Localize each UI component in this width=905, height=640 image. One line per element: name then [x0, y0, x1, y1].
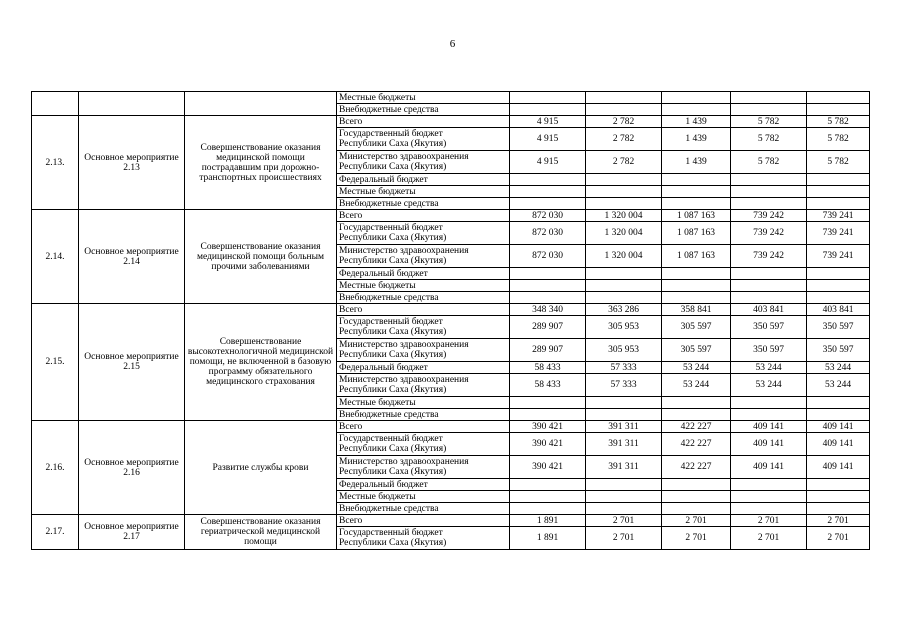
value-cell-3: 53 244 — [662, 362, 731, 374]
funding-source: Федеральный бюджет — [337, 479, 510, 491]
value-cell-2 — [586, 268, 662, 280]
value-cell-2: 2 701 — [586, 515, 662, 527]
funding-source: Внебюджетные средства — [337, 198, 510, 210]
value-cell-5 — [807, 280, 870, 292]
value-cell-3: 53 244 — [662, 374, 731, 397]
value-cell-2: 391 311 — [586, 456, 662, 479]
row-number-cell: 2.15. — [32, 304, 79, 421]
value-cell-5 — [807, 104, 870, 116]
value-cell-5 — [807, 503, 870, 515]
value-cell-1 — [510, 397, 586, 409]
funding-source: Всего — [337, 116, 510, 128]
value-cell-2 — [586, 409, 662, 421]
funding-source: Всего — [337, 515, 510, 527]
event-name-cell: Совершенствование оказания медицинской помощи пострадавшим при дорожно-транспортных происшествиях — [185, 116, 337, 210]
row-number-cell: 2.17. — [32, 515, 79, 550]
funding-source: Министерство здравоохранения Республики Саха (Якутия) — [337, 339, 510, 362]
value-cell-1: 289 907 — [510, 339, 586, 362]
value-cell-1 — [510, 174, 586, 186]
value-cell-5: 53 244 — [807, 374, 870, 397]
value-cell-1 — [510, 409, 586, 421]
funding-source: Министерство здравоохранения Республики Саха (Якутия) — [337, 151, 510, 174]
value-cell-1 — [510, 186, 586, 198]
funding-source: Министерство здравоохранения Республики Саха (Якутия) — [337, 245, 510, 268]
value-cell-4 — [731, 174, 807, 186]
value-cell-2 — [586, 198, 662, 210]
value-cell-2: 2 782 — [586, 116, 662, 128]
value-cell-3 — [662, 479, 731, 491]
funding-table — [31, 91, 870, 550]
value-cell-2 — [586, 92, 662, 104]
event-name-cell: Совершенствование оказания гериатрической медицинской помощи — [185, 515, 337, 550]
value-cell-4: 403 841 — [731, 304, 807, 316]
value-cell-5: 2 701 — [807, 515, 870, 527]
table-row — [32, 304, 870, 316]
value-cell-4 — [731, 186, 807, 198]
funding-source: Государственный бюджет Республики Саха (Якутия) — [337, 433, 510, 456]
value-cell-2: 1 320 004 — [586, 222, 662, 245]
value-cell-4: 53 244 — [731, 362, 807, 374]
value-cell-4: 5 782 — [731, 128, 807, 151]
value-cell-1 — [510, 104, 586, 116]
table-row — [32, 210, 870, 222]
value-cell-1: 390 421 — [510, 456, 586, 479]
value-cell-1: 4 915 — [510, 151, 586, 174]
value-cell-4: 5 782 — [731, 151, 807, 174]
value-cell-4: 409 141 — [731, 456, 807, 479]
value-cell-1: 58 433 — [510, 374, 586, 397]
funding-source: Министерство здравоохранения Республики Саха (Якутия) — [337, 456, 510, 479]
value-cell-1 — [510, 479, 586, 491]
value-cell-3 — [662, 174, 731, 186]
event-cell: Основное мероприятие 2.14 — [79, 210, 185, 304]
value-cell-5: 409 141 — [807, 456, 870, 479]
value-cell-3: 1 087 163 — [662, 210, 731, 222]
value-cell-5: 409 141 — [807, 421, 870, 433]
value-cell-2 — [586, 174, 662, 186]
value-cell-4: 350 597 — [731, 339, 807, 362]
value-cell-2 — [586, 292, 662, 304]
funding-source: Государственный бюджет Республики Саха (Якутия) — [337, 316, 510, 339]
value-cell-3 — [662, 409, 731, 421]
value-cell-2: 1 320 004 — [586, 245, 662, 268]
value-cell-2 — [586, 397, 662, 409]
value-cell-5: 350 597 — [807, 339, 870, 362]
value-cell-3 — [662, 92, 731, 104]
value-cell-1: 1 891 — [510, 515, 586, 527]
row-number-cell — [32, 92, 79, 116]
value-cell-3 — [662, 397, 731, 409]
value-cell-5 — [807, 268, 870, 280]
value-cell-3: 422 227 — [662, 433, 731, 456]
funding-source: Внебюджетные средства — [337, 409, 510, 421]
value-cell-5: 5 782 — [807, 116, 870, 128]
funding-source: Всего — [337, 421, 510, 433]
value-cell-2 — [586, 280, 662, 292]
value-cell-3: 2 701 — [662, 527, 731, 550]
value-cell-1: 348 340 — [510, 304, 586, 316]
value-cell-2: 2 782 — [586, 151, 662, 174]
value-cell-2 — [586, 491, 662, 503]
value-cell-2: 2 782 — [586, 128, 662, 151]
value-cell-1: 289 907 — [510, 316, 586, 339]
value-cell-4: 53 244 — [731, 374, 807, 397]
value-cell-4 — [731, 280, 807, 292]
funding-source: Федеральный бюджет — [337, 268, 510, 280]
value-cell-4: 350 597 — [731, 316, 807, 339]
value-cell-5 — [807, 292, 870, 304]
value-cell-3: 358 841 — [662, 304, 731, 316]
value-cell-3: 422 227 — [662, 456, 731, 479]
funding-source: Внебюджетные средства — [337, 292, 510, 304]
value-cell-4: 409 141 — [731, 433, 807, 456]
value-cell-5 — [807, 409, 870, 421]
value-cell-2: 57 333 — [586, 374, 662, 397]
table-row — [32, 92, 870, 104]
value-cell-1 — [510, 92, 586, 104]
funding-source: Внебюджетные средства — [337, 104, 510, 116]
funding-source: Местные бюджеты — [337, 397, 510, 409]
value-cell-1 — [510, 280, 586, 292]
event-name-cell: Совершенствование высокотехнологичной медицинской помощи, не включенной в базовую программу обязательного медицинского страхования — [185, 304, 337, 421]
value-cell-2: 391 311 — [586, 433, 662, 456]
value-cell-3 — [662, 198, 731, 210]
event-cell: Основное мероприятие 2.13 — [79, 116, 185, 210]
value-cell-5 — [807, 397, 870, 409]
value-cell-5 — [807, 174, 870, 186]
value-cell-3 — [662, 186, 731, 198]
value-cell-5 — [807, 198, 870, 210]
row-number-cell: 2.13. — [32, 116, 79, 210]
value-cell-3 — [662, 491, 731, 503]
row-number-cell: 2.16. — [32, 421, 79, 515]
value-cell-5: 5 782 — [807, 151, 870, 174]
value-cell-4 — [731, 503, 807, 515]
value-cell-3 — [662, 104, 731, 116]
value-cell-3: 2 701 — [662, 515, 731, 527]
value-cell-3 — [662, 292, 731, 304]
value-cell-5 — [807, 491, 870, 503]
value-cell-3: 422 227 — [662, 421, 731, 433]
value-cell-3 — [662, 280, 731, 292]
value-cell-2: 2 701 — [586, 527, 662, 550]
value-cell-4: 739 242 — [731, 210, 807, 222]
value-cell-1: 872 030 — [510, 210, 586, 222]
value-cell-3: 1 439 — [662, 116, 731, 128]
value-cell-5: 2 701 — [807, 527, 870, 550]
value-cell-4 — [731, 198, 807, 210]
funding-source: Государственный бюджет Республики Саха (Якутия) — [337, 128, 510, 151]
event-cell: Основное мероприятие 2.17 — [79, 515, 185, 550]
value-cell-1 — [510, 503, 586, 515]
value-cell-2: 363 286 — [586, 304, 662, 316]
funding-source: Министерство здравоохранения Республики Саха (Якутия) — [337, 374, 510, 397]
value-cell-5: 739 241 — [807, 210, 870, 222]
funding-source: Государственный бюджет Республики Саха (Якутия) — [337, 222, 510, 245]
event-cell: Основное мероприятие 2.15 — [79, 304, 185, 421]
value-cell-4: 739 242 — [731, 245, 807, 268]
value-cell-4: 2 701 — [731, 527, 807, 550]
value-cell-3 — [662, 503, 731, 515]
funding-source: Федеральный бюджет — [337, 362, 510, 374]
value-cell-5: 350 597 — [807, 316, 870, 339]
value-cell-3: 305 597 — [662, 339, 731, 362]
funding-source: Местные бюджеты — [337, 186, 510, 198]
value-cell-4 — [731, 268, 807, 280]
value-cell-4 — [731, 479, 807, 491]
value-cell-2: 1 320 004 — [586, 210, 662, 222]
value-cell-1 — [510, 198, 586, 210]
table-body — [32, 92, 870, 550]
value-cell-4: 739 242 — [731, 222, 807, 245]
event-name-cell: Развитие службы крови — [185, 421, 337, 515]
value-cell-1 — [510, 268, 586, 280]
page-number: 6 — [449, 38, 456, 50]
value-cell-1 — [510, 292, 586, 304]
funding-source: Местные бюджеты — [337, 92, 510, 104]
value-cell-4 — [731, 491, 807, 503]
funding-source: Государственный бюджет Республики Саха (Якутия) — [337, 527, 510, 550]
funding-source: Федеральный бюджет — [337, 174, 510, 186]
event-cell — [79, 92, 185, 116]
value-cell-2 — [586, 479, 662, 491]
value-cell-5: 5 782 — [807, 128, 870, 151]
value-cell-2: 391 311 — [586, 421, 662, 433]
value-cell-1: 4 915 — [510, 128, 586, 151]
value-cell-5 — [807, 186, 870, 198]
value-cell-4 — [731, 409, 807, 421]
value-cell-5: 409 141 — [807, 433, 870, 456]
value-cell-4 — [731, 292, 807, 304]
value-cell-3: 1 439 — [662, 151, 731, 174]
value-cell-5 — [807, 92, 870, 104]
funding-source: Внебюджетные средства — [337, 503, 510, 515]
value-cell-2: 305 953 — [586, 339, 662, 362]
value-cell-1: 390 421 — [510, 421, 586, 433]
event-name-cell — [185, 92, 337, 116]
value-cell-3: 1 439 — [662, 128, 731, 151]
value-cell-4 — [731, 92, 807, 104]
value-cell-5: 739 241 — [807, 222, 870, 245]
value-cell-1: 872 030 — [510, 222, 586, 245]
value-cell-3: 1 087 163 — [662, 222, 731, 245]
value-cell-4: 5 782 — [731, 116, 807, 128]
table-row — [32, 116, 870, 128]
value-cell-1: 1 891 — [510, 527, 586, 550]
value-cell-1: 58 433 — [510, 362, 586, 374]
value-cell-2: 305 953 — [586, 316, 662, 339]
table-row — [32, 515, 870, 527]
funding-source: Всего — [337, 304, 510, 316]
table-row — [32, 421, 870, 433]
value-cell-3: 1 087 163 — [662, 245, 731, 268]
value-cell-1: 390 421 — [510, 433, 586, 456]
event-cell: Основное мероприятие 2.16 — [79, 421, 185, 515]
value-cell-5: 739 241 — [807, 245, 870, 268]
value-cell-5: 53 244 — [807, 362, 870, 374]
funding-source: Местные бюджеты — [337, 280, 510, 292]
value-cell-2 — [586, 186, 662, 198]
funding-source: Всего — [337, 210, 510, 222]
value-cell-5 — [807, 479, 870, 491]
value-cell-2: 57 333 — [586, 362, 662, 374]
value-cell-4: 409 141 — [731, 421, 807, 433]
value-cell-1: 4 915 — [510, 116, 586, 128]
funding-source: Местные бюджеты — [337, 491, 510, 503]
event-name-cell: Совершенствование оказания медицинской помощи больным прочими заболеваниями — [185, 210, 337, 304]
value-cell-3: 305 597 — [662, 316, 731, 339]
value-cell-4: 2 701 — [731, 515, 807, 527]
value-cell-5: 403 841 — [807, 304, 870, 316]
value-cell-4 — [731, 397, 807, 409]
value-cell-1 — [510, 491, 586, 503]
value-cell-1: 872 030 — [510, 245, 586, 268]
value-cell-2 — [586, 104, 662, 116]
value-cell-2 — [586, 503, 662, 515]
value-cell-3 — [662, 268, 731, 280]
row-number-cell: 2.14. — [32, 210, 79, 304]
value-cell-4 — [731, 104, 807, 116]
